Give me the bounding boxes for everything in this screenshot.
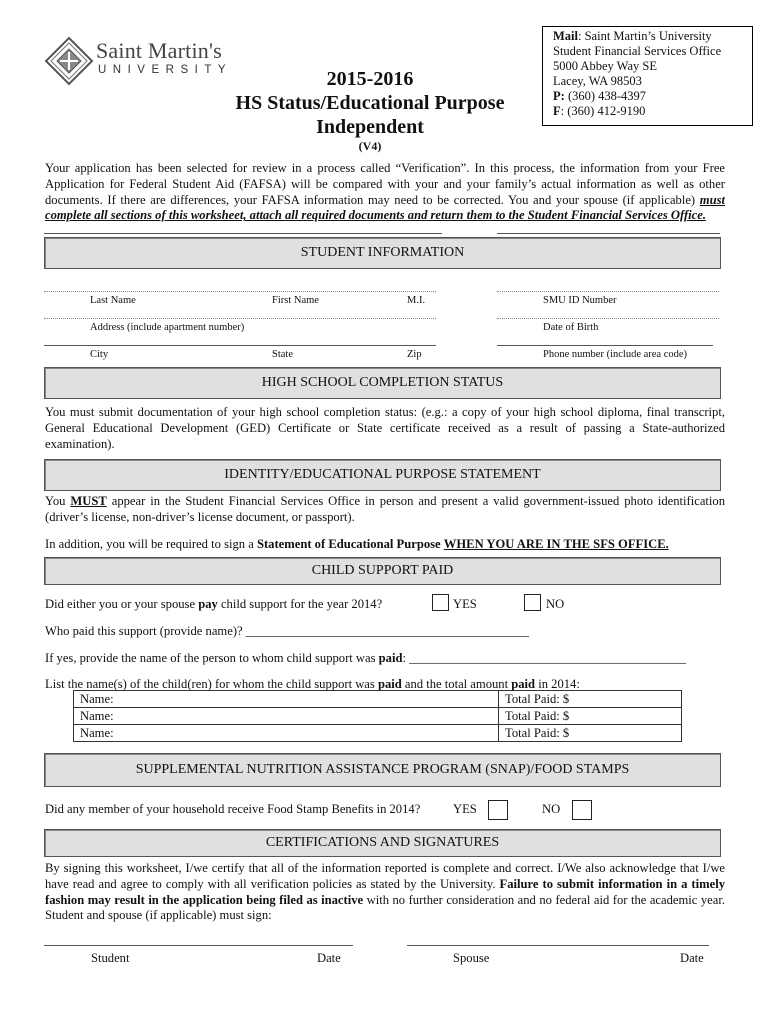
child-support-yes-label: YES <box>453 597 477 611</box>
intro-must: must <box>699 192 725 207</box>
dob-label: Date of Birth <box>543 322 599 333</box>
paid-to-question[interactable] <box>45 651 686 666</box>
mail-label: Mail <box>553 29 578 43</box>
last-name-field[interactable] <box>44 291 436 292</box>
cert-text-post: with no further consideration and no federal aid for the academic year. Student and spouse (if applicable) must sign: <box>45 892 725 923</box>
state-label: State <box>272 349 293 360</box>
logo-university-name: Saint Martin's <box>96 38 222 63</box>
form-year: 2015-2016 <box>326 68 414 90</box>
certification-text <box>45 861 725 924</box>
section-certifications: CERTIFICATIONS AND SIGNATURES <box>44 829 721 857</box>
child-support-no-checkbox[interactable] <box>524 594 541 611</box>
mail-line2: Student Financial Services Office <box>553 44 722 58</box>
identity-text <box>45 494 725 526</box>
table-row <box>74 708 682 725</box>
section-snap: SUPPLEMENTAL NUTRITION ASSISTANCE PROGRAM (SNAP)/FOOD STAMPS <box>44 753 721 787</box>
child-name-cell[interactable]: Name: <box>74 691 499 708</box>
zip-label: Zip <box>407 349 422 360</box>
spouse-signature-line[interactable] <box>407 945 709 946</box>
phone-field[interactable] <box>497 345 713 346</box>
separator-line <box>497 233 720 234</box>
child-total-cell[interactable]: Total Paid: $ <box>499 708 682 725</box>
who-paid-question[interactable]: Who paid this support (provide name)? _____________________________________________ <box>45 624 530 638</box>
q3-pre: If yes, provide the name of the person to whom child support was <box>45 651 379 665</box>
form-subtitle: Independent <box>316 116 424 138</box>
snap-no-label: NO <box>542 802 561 816</box>
snap-yes-checkbox[interactable] <box>488 800 508 820</box>
university-logo-icon <box>44 36 94 86</box>
child-support-yes-checkbox[interactable] <box>432 594 449 611</box>
smu-id-field[interactable] <box>497 291 719 292</box>
q4-pre: List the name(s) of the child(ren) for whom the child support was <box>45 677 378 691</box>
intro-text: Your application has been selected for review in a process called “Verification”. In this process, the information from your Free Application for Federal Student Aid (FAFSA) will be compared with your and your family’s actual information as well as other documents. If there are differences, your FAFSA information may need to be corrected. You and your spouse (if applicable) <box>45 161 725 207</box>
last-name-label: Last Name <box>90 295 136 306</box>
snap-no-checkbox[interactable] <box>572 800 592 820</box>
smu-id-label: SMU ID Number <box>543 295 617 306</box>
mi-label: M.I. <box>407 295 426 306</box>
dob-field[interactable] <box>497 318 719 319</box>
mail-line1: : Saint Martin’s University <box>578 29 712 43</box>
child-support-question <box>45 597 382 612</box>
cert-text-pre: By signing this worksheet, I/we certify that all of the information reported is complete and correct. I/We also acknowledge that I/we have read and agree to comply with all verification policies as stated by the University. <box>45 861 725 891</box>
separator-line <box>44 233 442 234</box>
intro-underlined: complete all sections of this worksheet, attach all required documents and return them to the Student Financial Services Office. <box>45 208 706 223</box>
identity-text2-pre: In addition, you will be required to sign a <box>45 537 257 551</box>
student-signature-label: Student <box>91 951 130 965</box>
q3-bold: paid <box>378 651 403 665</box>
identity-text-pre: You <box>45 494 71 508</box>
table-row <box>74 691 682 708</box>
child-name-cell[interactable]: Name: <box>74 708 499 725</box>
city-label: City <box>90 349 109 360</box>
fax-number: : (360) 412-9190 <box>560 104 646 118</box>
child-name-cell[interactable]: Name: <box>74 725 499 742</box>
q3-post: : ____________________________________________ <box>402 651 687 665</box>
form-title: HS Status/Educational Purpose <box>235 92 505 114</box>
mail-line3: 5000 Abbey Way SE <box>553 59 657 73</box>
mailing-address-box <box>542 26 753 126</box>
mail-line4: Lacey, WA 98503 <box>553 74 642 88</box>
spouse-date-label: Date <box>680 951 704 965</box>
q1-bold: pay <box>198 597 218 611</box>
city-state-zip-field[interactable] <box>44 345 436 346</box>
identity-text2 <box>45 537 725 553</box>
student-signature-line[interactable] <box>44 945 353 946</box>
q1-pre: Did either you or your spouse <box>45 597 199 611</box>
child-total-cell[interactable]: Total Paid: $ <box>499 691 682 708</box>
cert-text-bold: Failure to submit information in a timely fashion may result in the application being filed as inactive <box>45 876 726 907</box>
first-name-label: First Name <box>272 295 319 306</box>
address-label: Address (include apartment number) <box>90 322 245 333</box>
section-identity: IDENTITY/EDUCATIONAL PURPOSE STATEMENT <box>44 459 721 491</box>
phone-number: (360) 438-4397 <box>564 89 647 103</box>
identity-text-post: appear in the Student Financial Services Office in person and present a valid government-issued photo identification (driver’s license, non-driver’s license document, or passport). <box>45 494 725 524</box>
identity-text2-underlined: WHEN YOU ARE IN THE SFS OFFICE. <box>443 537 669 551</box>
q4-bold1: paid <box>377 677 402 691</box>
section-hs-completion: HIGH SCHOOL COMPLETION STATUS <box>44 367 721 399</box>
phone-label-field: Phone number (include area code) <box>543 349 688 360</box>
q4-post: in 2014: <box>535 677 580 691</box>
children-table <box>73 690 682 742</box>
address-field[interactable] <box>44 318 436 319</box>
identity-text2-bold: Statement of Educational Purpose <box>256 537 441 551</box>
q1-post: child support for the year 2014? <box>217 597 383 611</box>
table-row <box>74 725 682 742</box>
fax-label: F <box>553 104 561 118</box>
section-student-information: STUDENT INFORMATION <box>44 237 721 269</box>
identity-must: MUST <box>70 494 107 508</box>
q4-bold2: paid <box>511 677 536 691</box>
student-date-label: Date <box>317 951 341 965</box>
q4-mid: and the total amount <box>401 677 512 691</box>
form-version: (V4) <box>358 139 382 153</box>
snap-yes-label: YES <box>453 802 477 816</box>
intro-paragraph <box>45 161 725 224</box>
phone-label: P: <box>553 89 565 103</box>
child-total-cell[interactable]: Total Paid: $ <box>499 725 682 742</box>
child-support-no-label: NO <box>546 597 565 611</box>
spouse-signature-label: Spouse <box>453 951 490 965</box>
hs-status-text: You must submit documentation of your high school completion status: (e.g.: a copy of your high school diploma, final transcript, General Educational Development (GED) Certificate or State certificate received as a result of passing a State-authorized examination). <box>45 405 725 451</box>
logo-university-word: UNIVERSITY <box>98 64 233 76</box>
snap-question: Did any member of your household receive Food Stamp Benefits in 2014? <box>45 802 421 816</box>
section-child-support: CHILD SUPPORT PAID <box>44 557 721 585</box>
